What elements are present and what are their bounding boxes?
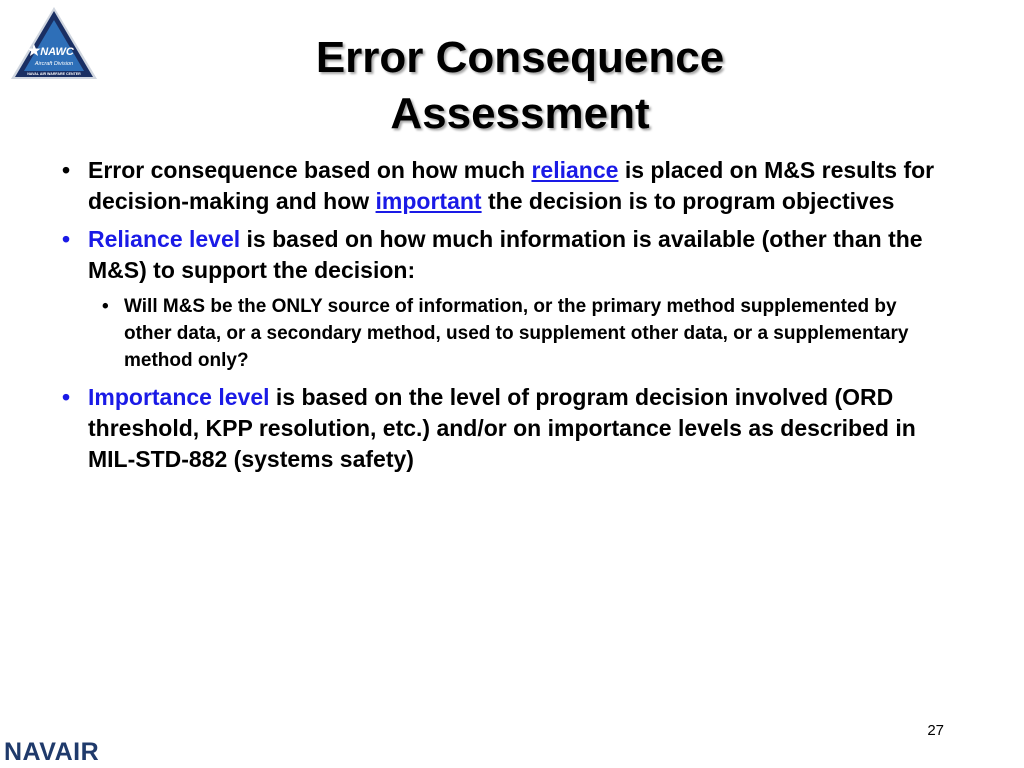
bullet-error-consequence [60, 155, 940, 217]
slide-body [60, 155, 940, 482]
sub-bullet-text: Will M&S be the ONLY source of information, or the primary method supplemented by other data, or a secondary method, used to supplement other data, or a supplementary method only? [124, 296, 909, 371]
bullet-3-text: is based on the level of program decision involved (ORD threshold, KPP resolution, etc.) and/or on importance levels as described in MIL-STD-882 (systems safety) [88, 384, 916, 472]
link-reliance[interactable]: reliance [531, 157, 619, 183]
slide-title [150, 30, 890, 142]
bullet-2-text: is based on how much information is available (other than the M&S) to support the decision: [88, 226, 923, 283]
link-important[interactable]: important [375, 188, 482, 214]
sub-bullet-sources [98, 293, 940, 374]
importance-level-term: Importance level [88, 384, 270, 410]
title-line-2: Assessment [390, 89, 650, 138]
nawc-logo [10, 6, 98, 80]
page-number: 27 [927, 722, 944, 739]
bullet-1-text-a: Error consequence based on how much [88, 157, 532, 183]
logo-org: NAVAL AIR WARFARE CENTER [27, 72, 81, 76]
reliance-level-term: Reliance level [88, 226, 241, 252]
logo-acronym: NAWC [40, 46, 74, 58]
bullet-1-text-b: is placed on M&S results for decision-making and how [88, 157, 935, 214]
bullet-1-text-c: the decision is to program objectives [481, 188, 895, 214]
logo-division: Aircraft Division [34, 61, 74, 67]
navair-wordmark: NAVAIR [4, 738, 100, 766]
bullet-reliance-level [60, 224, 940, 286]
bullet-importance-level [60, 382, 940, 475]
title-line-1: Error Consequence [315, 33, 725, 82]
